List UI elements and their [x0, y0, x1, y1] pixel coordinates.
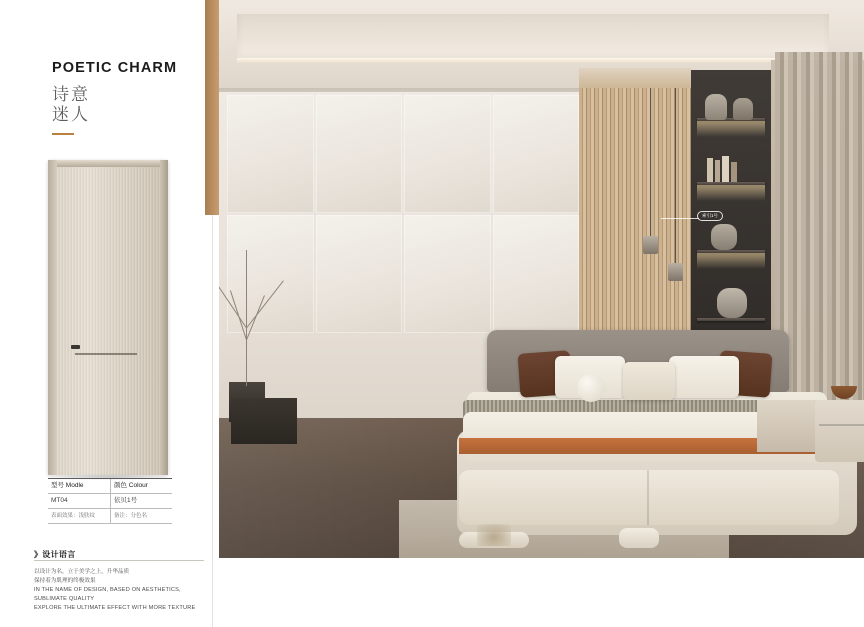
door-leaf — [57, 167, 160, 475]
door-handle — [71, 345, 80, 349]
wall-panel — [404, 215, 491, 333]
spec-header-model: 型号 Modle — [51, 482, 84, 489]
spec-header-row — [48, 478, 172, 493]
floor-cushion — [619, 528, 659, 548]
page-title-cn-line1: 诗意 — [52, 85, 90, 104]
left-panel — [0, 0, 213, 627]
design-language-en-line1: IN THE NAME OF DESIGN, BASED ON AESTHETICS, SUBLIMATE QUALITY — [34, 587, 181, 602]
decor-bear — [711, 224, 737, 250]
dried-branch-decor — [477, 524, 511, 546]
spec-footer-row — [48, 508, 172, 524]
door-product-image — [48, 160, 168, 475]
spec-table — [48, 478, 172, 524]
title-block — [52, 60, 192, 135]
bedroom-render — [219, 0, 864, 558]
nightstand-drawer-line — [819, 424, 864, 426]
decor-book — [731, 162, 737, 182]
spec-header-colour: 颜色 Colour — [110, 479, 172, 493]
cabinet-shelf — [697, 318, 765, 321]
decor-book — [722, 156, 729, 182]
wall-panel — [316, 95, 403, 213]
wall-panel — [404, 95, 491, 213]
pendant-cord — [675, 88, 676, 263]
bench-seam — [647, 470, 649, 525]
wall-panel — [227, 95, 314, 213]
page-title-cn — [52, 85, 192, 125]
title-accent-rule — [52, 133, 74, 135]
ceiling-recess — [237, 14, 829, 60]
decor-figurine — [705, 94, 727, 120]
spec-footer-surface: 表面效果：浅肤纹 — [51, 513, 96, 519]
render-bottom-margin — [219, 558, 864, 627]
cabinet-shelf-light — [697, 185, 765, 201]
bed-pillow — [623, 362, 675, 400]
decor-figurine — [733, 98, 753, 120]
page-title-cn-line2: 迷人 — [52, 105, 90, 124]
wall-panel — [493, 95, 580, 213]
design-language-cn-line2: 保持着为肌理的终极效果 — [34, 578, 96, 584]
pendant-shade — [643, 236, 658, 254]
cabinet-shelf-light — [697, 121, 765, 137]
door-head-jamb — [48, 160, 168, 167]
bed-end-bench — [459, 470, 839, 525]
accent-vertical-bar-shading — [205, 0, 219, 215]
page-title-en: POETIC CHARM — [52, 60, 178, 76]
decor-book — [707, 158, 713, 182]
round-cushion — [577, 374, 605, 402]
door-left-jamb — [48, 160, 57, 475]
wall-panel — [227, 215, 314, 333]
nightstand — [815, 400, 864, 462]
design-language-block — [34, 549, 204, 613]
bed-pillow — [669, 356, 739, 398]
spec-value-colour: 依贝1号 — [110, 494, 172, 508]
spec-value-row — [48, 493, 172, 508]
plant-branch — [246, 250, 247, 386]
ceiling-cove-light — [237, 58, 829, 63]
design-language-body — [34, 568, 204, 613]
wall-panel — [493, 215, 580, 333]
design-language-divider — [34, 560, 204, 561]
cabinet-shelf-light — [697, 253, 765, 269]
spec-footer-note: 备注：分色名 — [110, 509, 172, 523]
door-inlay-line — [75, 353, 137, 355]
decor-bear — [717, 288, 747, 318]
design-language-cn-line1: 以设计为名，立于美学之上，升华品质 — [34, 569, 130, 575]
door-right-jamb — [160, 160, 168, 475]
callout-badge: 索引1号 — [697, 211, 723, 221]
wall-panel — [316, 215, 403, 333]
callout-leader-line — [661, 218, 699, 219]
decor-book — [715, 160, 720, 182]
side-table — [231, 398, 297, 444]
pendant-shade — [668, 263, 683, 281]
spec-value-model: MT04 — [51, 497, 68, 504]
slat-wall-header — [579, 68, 691, 88]
pendant-cord — [650, 88, 651, 236]
design-language-heading: 》设计语言 — [34, 550, 76, 559]
design-language-en-line2: EXPLORE THE ULTIMATE EFFECT WITH MORE TEXTURE — [34, 605, 196, 611]
